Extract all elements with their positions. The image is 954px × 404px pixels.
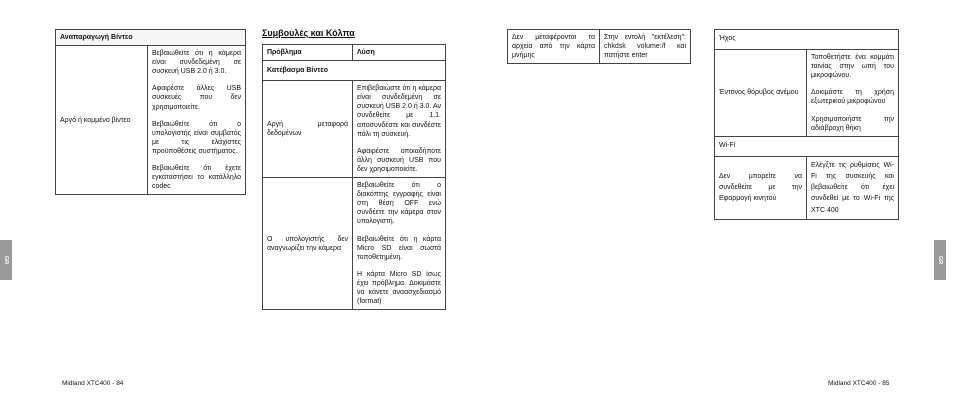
page-footer-right: Midland XTC400 - 85 xyxy=(828,380,890,387)
problem-cell: Αργή μεταφορά δεδομένων xyxy=(263,81,353,178)
column-header-solution: Λύση xyxy=(353,45,446,61)
solution-text: Χρησιμοποιήστε την αδιάβροχη θήκη xyxy=(811,115,894,132)
solution-text: Τοποθετήστε ένα κομμάτι ταινίας στην ωπή του μικροφώνου. xyxy=(811,54,894,80)
solution-text: Δοκιμάστε τη χρήση εξωτερικού μικροφώνου xyxy=(811,89,894,106)
solution-text: Επιβεβαιώστε ότι η κάμερα είναι συνδεδεμένη σε συσκευή USB 2.0 ή 3.0. Αν συνδεθείτε με 1.1. αποσυνδέστε και συνδέστε πάλι τη συσκευή. xyxy=(357,85,441,138)
solution-text: Βεβαιωθείτε ότι η κάμερα είναι συνδεδεμένη σε συσκευή USB 2.0 ή 3.0. xyxy=(152,50,242,76)
solution-text: Βεβαιωθείτε ότι η κάρτα Micro SD είναι σωστά τοποθετημένη. xyxy=(357,235,441,261)
language-tab-left: GR xyxy=(0,240,12,280)
solution-cell: Ελέγξτε τις ρυθμίσεις Wi-Fi της συσκευής και βεβαιωθείτε ότι έχει συνδεθεί με το Wi-Fi της XTC 400 xyxy=(807,156,899,219)
table-row xyxy=(263,81,446,178)
table-header: Αναπαραγωγή Βίντεο xyxy=(56,30,246,46)
table-row xyxy=(508,30,691,64)
solution-text: Η κάρτα Micro SD ίσως έχει πρόβλημα. Δοκιμάστε να κάνετε αναασχεδιασμό (format) xyxy=(357,270,441,306)
table-subheader: Κατέβασμα Βίντεο xyxy=(263,61,446,81)
column-header-problem: Πρόβλημα xyxy=(263,45,353,61)
table-row xyxy=(715,156,899,219)
sound-wifi-table xyxy=(714,29,899,220)
solution-text: Βεβαιωθείτε ότι έχετε εγκαταστήσει το κατάλληλο codec xyxy=(152,165,242,191)
problem-cell: Έντονος θόρυβος ανέμου xyxy=(715,50,807,137)
solution-cell xyxy=(148,46,246,195)
table-row xyxy=(56,46,246,195)
section-title: Συμβουλές και Κόλπα xyxy=(262,28,355,38)
table-row xyxy=(715,50,899,137)
page-footer-left: Midland XTC400 - 84 xyxy=(62,380,124,387)
solution-text: Βεβαιωθείτε ότι ο υπολογιστής είναι συμβατός με τις ελάχιστες προϋποθέσεις συστήματος. xyxy=(152,120,242,155)
problem-cell: Δεν μεταφέρονται τα αρχεία από την κάρτα μνήμης xyxy=(508,30,600,64)
card-transfer-table xyxy=(507,29,691,64)
solution-cell xyxy=(807,50,899,137)
section-header-sound: Ήχος xyxy=(715,30,899,50)
tips-table xyxy=(262,44,446,310)
solution-cell: Στην εντολή "εκτέλεση": chkdsk volume:/f και πατήστε enter xyxy=(600,30,691,64)
solution-cell xyxy=(353,178,446,310)
solution-text: Βεβαιωθείτε ότι ο διακόπτης εγγραφής είναι στη θέση OFF ενώ συνδέετε την κάμερα στον υπολογιστή. xyxy=(357,182,441,226)
solution-text: Αφαιρέστε άλλες USB συσκευές που δεν χρησιμοποιείτε. xyxy=(152,85,242,111)
problem-cell: Δεν μπορείτε να συνδεθείτε με την Εφαρμογή κινητού xyxy=(715,156,807,219)
problem-cell: Ο υπολογιστής δεν αναγνωρίζει την κάμερα xyxy=(263,178,353,310)
solution-text: Αφαιρέστε οποιαδήποτε άλλη συσκευή USB που δεν χρησιμοποιείτε. xyxy=(357,147,441,173)
solution-cell xyxy=(353,81,446,178)
language-tab-right: GR xyxy=(934,240,946,280)
problem-cell: Αργό ή κομμένο βίντεο xyxy=(56,46,148,195)
section-header-wifi: Wi-Fi xyxy=(715,136,899,156)
video-playback-table xyxy=(55,29,246,195)
table-row xyxy=(263,178,446,310)
